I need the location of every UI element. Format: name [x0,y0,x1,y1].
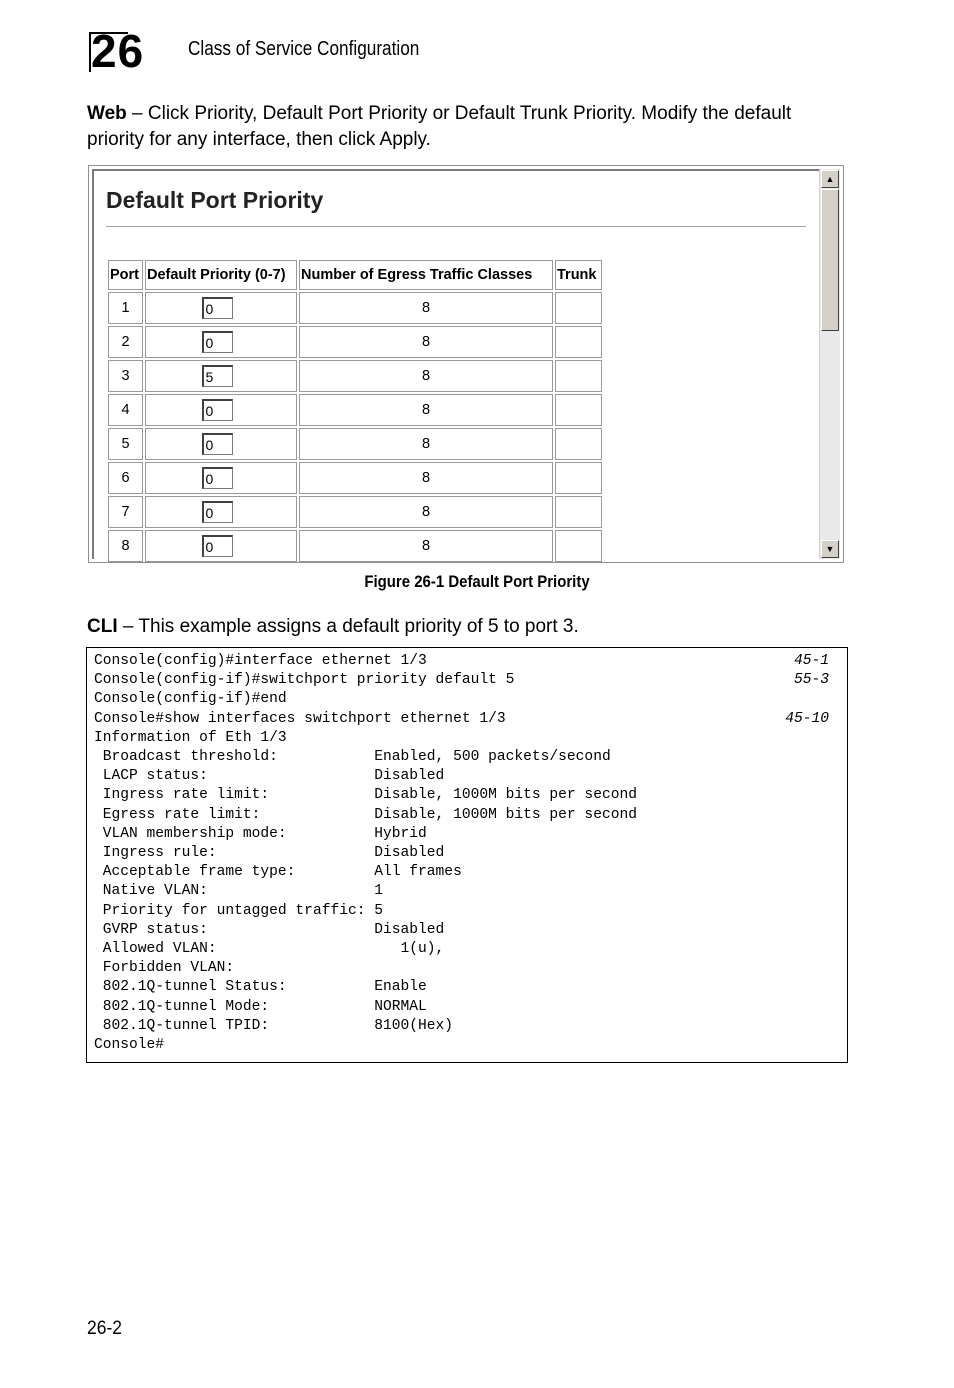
column-header-egress-classes: Number of Egress Traffic Classes [299,260,553,290]
cli-line: Information of Eth 1/3 [94,729,287,746]
cli-line: Egress rate limit: Disable, 1000M bits per second [94,806,637,823]
scroll-down-icon[interactable]: ▼ [821,540,839,558]
table-row [108,496,602,528]
cli-line: 802.1Q-tunnel Mode: NORMAL [94,998,427,1015]
egress-classes-cell: 8 [299,530,553,562]
web-paragraph [87,101,791,153]
default-priority-input[interactable] [202,365,233,387]
default-priority-input[interactable] [202,399,233,421]
default-priority-input[interactable] [202,331,233,353]
priority-table [106,258,604,563]
default-priority-input[interactable] [202,433,233,455]
cli-line: Console(config)#interface ethernet 1/3 [94,653,427,669]
priority-cell [145,462,297,494]
figure-caption-text: Figure 26-1 Default Port Priority [364,572,590,591]
cli-label: CLI [87,616,118,637]
chapter-number: 26 [91,25,145,77]
port-cell: 7 [108,496,143,528]
cli-line: 802.1Q-tunnel Status: Enable [94,979,427,996]
cli-text: – This example assigns a default priority of 5 to port 3. [117,616,579,637]
cli-line: Priority for untagged traffic: 5 [94,902,384,919]
cli-line: VLAN membership mode: Hybrid [94,825,427,842]
port-cell: 4 [108,394,143,426]
egress-classes-cell: 8 [299,496,553,528]
cli-line: Console# [94,1037,165,1053]
default-port-priority-screenshot [88,165,844,563]
cli-line: Native VLAN: 1 [94,883,384,900]
egress-classes-cell: 8 [299,292,553,324]
trunk-cell [555,462,602,494]
table-row [108,530,602,562]
priority-cell [145,394,297,426]
trunk-cell [555,496,602,528]
web-text-line2: priority for any interface, then click Apply. [87,129,431,150]
trunk-cell [555,292,602,324]
egress-classes-cell: 8 [299,326,553,358]
scroll-up-icon[interactable]: ▲ [821,170,839,188]
table-row [108,462,602,494]
priority-cell [145,428,297,460]
column-header-trunk: Trunk [555,260,602,290]
priority-cell [145,496,297,528]
port-cell: 1 [108,292,143,324]
cli-page-reference: 45-10 [785,710,829,727]
default-priority-input[interactable] [202,467,233,489]
priority-cell [145,292,297,324]
cli-line: GVRP status: Disabled [94,921,445,938]
vertical-scrollbar[interactable] [819,169,840,559]
cli-line: Console#show interfaces switchport ethernet 1/3 [94,710,506,727]
cli-line: Console(config-if)#switchport priority default 5 [94,672,515,689]
cli-example-box [86,647,848,1063]
egress-classes-cell: 8 [299,360,553,392]
default-priority-input[interactable] [202,535,233,557]
cli-page-reference: 55-3 [793,672,829,689]
chapter-title: Class of Service Configuration [188,38,420,60]
column-header-default-priority: Default Priority (0-7) [145,260,297,290]
web-text-line1: – Click Priority, Default Port Priority or Default Trunk Priority. Modify the default [126,103,792,124]
table-row [108,360,602,392]
cli-line: Broadcast threshold: Enabled, 500 packets/second [94,749,611,765]
priority-cell [145,360,297,392]
cli-line: LACP status: Disabled [94,768,445,785]
priority-cell [145,326,297,358]
page-number: 26-2 [87,1318,122,1339]
port-cell: 3 [108,360,143,392]
title-divider [106,226,806,228]
scrollbar-thumb[interactable] [821,189,839,331]
cli-page-reference: 45-1 [793,653,829,669]
table-row [108,326,602,358]
table-header-row [108,260,602,290]
trunk-cell [555,326,602,358]
trunk-cell [555,428,602,460]
table-row [108,292,602,324]
egress-classes-cell: 8 [299,462,553,494]
cli-line: Acceptable frame type: All frames [94,864,462,881]
figure-caption [0,572,954,592]
egress-classes-cell: 8 [299,428,553,460]
port-cell: 2 [108,326,143,358]
column-header-port: Port [108,260,143,290]
cli-line: 802.1Q-tunnel TPID: 8100(Hex) [94,1017,454,1034]
table-row [108,428,602,460]
default-priority-input[interactable] [202,501,233,523]
priority-cell [145,530,297,562]
trunk-cell [555,360,602,392]
cli-line: Ingress rate limit: Disable, 1000M bits per second [94,787,637,804]
default-priority-input[interactable] [202,297,233,319]
cli-line: Ingress rule: Disabled [94,845,445,861]
figure-title: Default Port Priority [106,187,324,213]
web-label: Web [87,103,127,124]
cli-paragraph [87,614,579,640]
trunk-cell [555,530,602,562]
cli-line: Console(config-if)#end [94,691,287,708]
cli-line: Allowed VLAN: 1(u), [94,941,445,957]
port-cell: 8 [108,530,143,562]
port-cell: 5 [108,428,143,460]
port-cell: 6 [108,462,143,494]
cli-line: Forbidden VLAN: [94,960,235,977]
table-row [108,394,602,426]
trunk-cell [555,394,602,426]
egress-classes-cell: 8 [299,394,553,426]
